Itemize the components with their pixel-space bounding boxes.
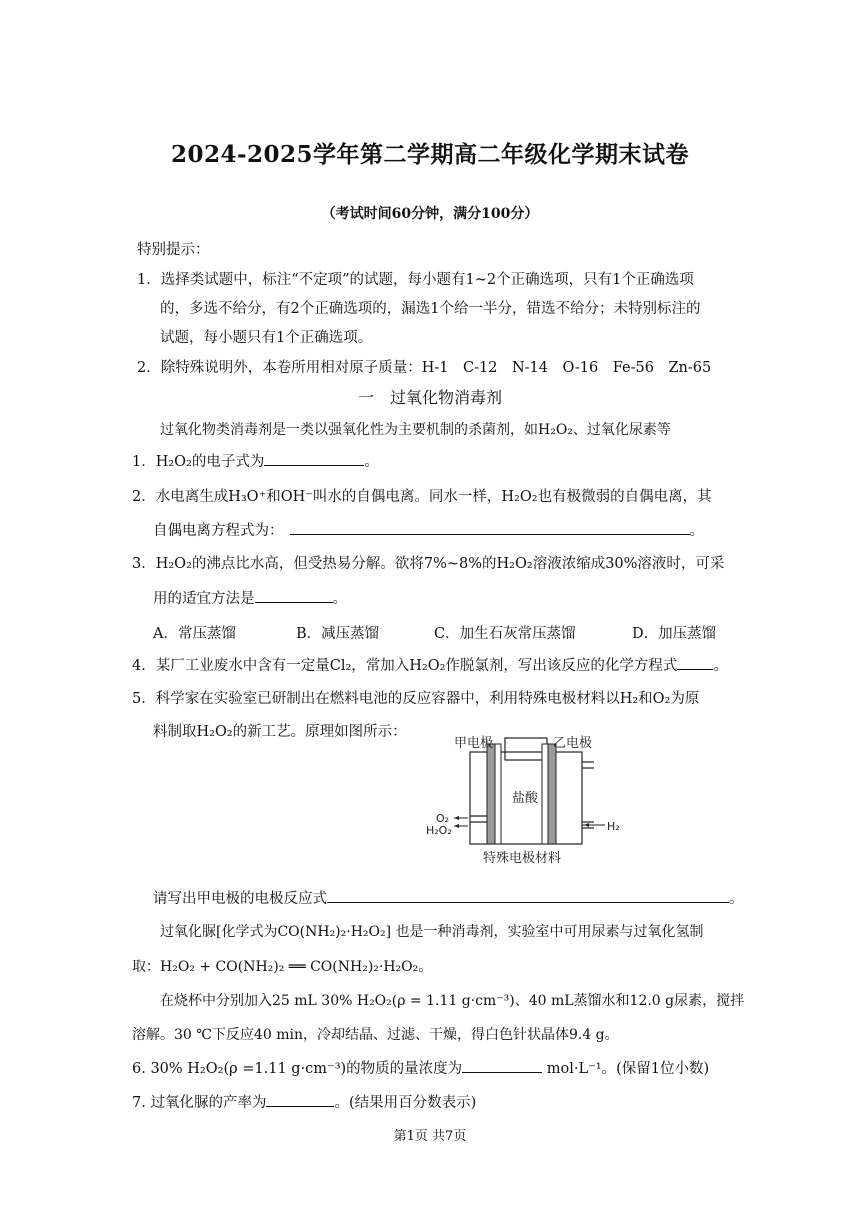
question-5-prompt: 请写出甲电极的电极反应式	[153, 891, 327, 907]
answer-blank-5[interactable]	[327, 888, 729, 903]
question-7-text: 7. 过氧化脲的产率为	[132, 1095, 267, 1111]
urea-paragraph-line-2: 取：H₂O₂ + CO(NH₂)₂ ══ CO(NH₂)₂·H₂O₂。	[132, 959, 433, 975]
notice-item-1-line-1: 1．选择类试题中，标注“不定项”的试题，每小题有1~2个正确选项，只有1个正确选项	[137, 272, 694, 288]
page-number: 第1页 共7页	[393, 1129, 467, 1144]
question-1-text: 1．H₂O₂的电子式为	[132, 454, 265, 470]
urea-paragraph-line-1: 过氧化脲[化学式为CO(NH₂)₂·H₂O₂] 也是一种消毒剂，实验室中可用尿素与过氧化氢制	[160, 924, 704, 940]
notice-item-2: 2．除特殊说明外，本卷所用相对原子质量：H-1 C-12 N-14 O-16 Fe-56 Zn-65	[137, 360, 712, 376]
question-2-prompt: 自偶电离方程式为：	[153, 523, 284, 539]
answer-blank-4[interactable]	[677, 655, 713, 670]
option-a[interactable]: A．常压蒸馏	[153, 626, 236, 642]
question-6-end: mol·L⁻¹。(保留1位小数)	[542, 1061, 710, 1077]
h2-label: H₂	[607, 820, 620, 833]
question-4	[132, 655, 728, 676]
question-5-end: 。	[729, 891, 744, 907]
question-4-text: 4．某厂工业废水中含有一定量Cl₂，常加入H₂O₂作脱氯剂，写出该反应的化学方程式	[132, 658, 678, 674]
notice-heading: 特别提示：	[137, 242, 210, 258]
material-label: 特殊电极材料	[483, 851, 562, 866]
notice-item-1-line-2: 的，多选不给分，有2个正确选项的，漏选1个给一半分，错选不给分；未特别标注的	[160, 301, 701, 317]
experiment-line-2: 溶解。30 ℃下反应40 min，冷却结晶、过滤、干燥，得白色针状晶体9.4 g。	[132, 1027, 619, 1043]
answer-blank-3[interactable]	[255, 588, 333, 603]
question-3-line-2	[153, 588, 347, 609]
right-electrode-label: 乙电极	[553, 736, 593, 751]
question-2-end: 。	[689, 523, 704, 539]
question-5-ask	[153, 888, 744, 909]
option-c[interactable]: C．加生石灰常压蒸馏	[434, 626, 576, 642]
answer-blank-6[interactable]	[462, 1058, 542, 1073]
question-5-line-1: 5．科学家在实验室已研制出在燃料电池的反应容器中，利用特殊电极材料以H₂和O₂为原	[132, 691, 700, 707]
question-4-end: 。	[713, 658, 728, 674]
question-6	[132, 1058, 709, 1079]
question-2-line-1: 2．水电离生成H₃O⁺和OH⁻叫水的自偶电离。同水一样，H₂O₂也有极微弱的自偶电离，其	[132, 489, 712, 505]
o2-label: O₂	[436, 812, 450, 825]
exam-subtitle: （考试时间60分钟，满分100分）	[321, 206, 539, 222]
left-electrode	[487, 744, 495, 844]
question-5-line-2: 料制取H₂O₂的新工艺。原理如图所示：	[153, 724, 407, 740]
experiment-line-1: 在烧杯中分别加入25 mL 30% H₂O₂(ρ = 1.11 g·cm⁻³)、40 mL蒸馏水和12.0 g尿素，搅拌	[160, 993, 745, 1009]
section-intro: 过氧化物类消毒剂是一类以强氧化性为主要机制的杀菌剂，如H₂O₂、过氧化尿素等	[160, 422, 671, 438]
h2o2-label: H₂O₂	[426, 824, 452, 837]
option-b[interactable]: B．减压蒸馏	[296, 626, 380, 642]
left-electrode-label: 甲电极	[454, 736, 494, 751]
question-1	[132, 451, 379, 472]
option-d[interactable]: D．加压蒸馏	[632, 626, 717, 642]
answer-blank-2[interactable]	[290, 520, 690, 535]
question-1-end: 。	[364, 454, 379, 470]
right-electrode	[548, 744, 556, 844]
notice-item-1-line-3: 试题，每小题只有1个正确选项。	[160, 330, 373, 346]
question-6-text: 6. 30% H₂O₂(ρ =1.11 g·cm⁻³)的物质的量浓度为	[132, 1061, 463, 1077]
wire-connector	[505, 738, 547, 760]
answer-blank-1[interactable]	[264, 451, 364, 466]
section-title: 一 过氧化物消毒剂	[357, 388, 502, 407]
question-3-line-1: 3．H₂O₂的沸点比水高，但受热易分解。欲将7%~8%的H₂O₂溶液浓缩成30%溶液时，可采	[132, 556, 725, 572]
question-2-line-2	[153, 520, 704, 541]
fuel-cell-diagram	[408, 730, 628, 870]
question-7-end: 。(结果用百分数表示)	[334, 1095, 477, 1111]
left-electrode-material	[495, 744, 501, 844]
question-3-prompt: 用的适宜方法是	[153, 591, 255, 607]
question-7	[132, 1092, 476, 1113]
exam-title: 2024-2025学年第二学期高二年级化学期末试卷	[170, 141, 690, 168]
electrolyte-label: 盐酸	[512, 791, 539, 806]
answer-blank-7[interactable]	[266, 1092, 334, 1107]
right-electrode-material	[542, 744, 548, 844]
question-3-end: 。	[332, 591, 347, 607]
